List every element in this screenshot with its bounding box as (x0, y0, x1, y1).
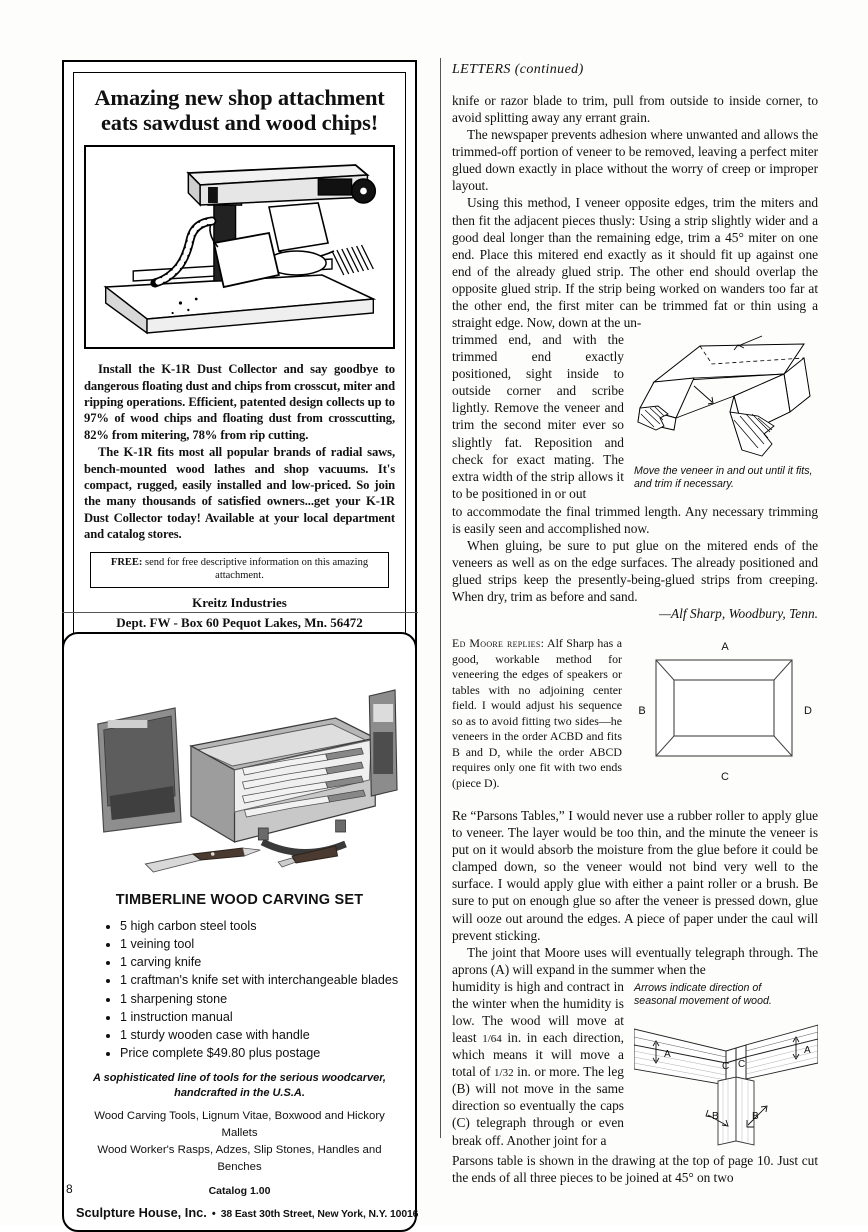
article-body-parsons (452, 807, 818, 978)
figure-joint-caption-line1: Arrows indicate direction of (634, 981, 762, 994)
editor-reply-text (452, 636, 628, 791)
figure-frame-diagram (632, 636, 818, 784)
carving-set-company: Sculpture House, Inc. (76, 1205, 207, 1221)
ad-dust-collector-inner-border (73, 72, 406, 644)
carving-set-address: 38 East 30th Street, New York, N.Y. 10016 (220, 1209, 419, 1221)
carving-set-catalog-price: Catalog 1.00 (208, 1185, 271, 1198)
list-item: • 1 sturdy wooden case with handle (120, 1026, 403, 1044)
frame-label-top: A (721, 641, 729, 654)
editor-reply-body: Alf Sharp has a good, workable method for veneering the edges of speakers or tables with no adjoining center field. I would adjust his sequence so as to avoid fitting two sides—he veneers in the order ACBD and fits B and D, while the order ABCD requires only one fit with two ends (piece D). (452, 636, 622, 790)
figure-joint-drawing (634, 1011, 818, 1147)
article-signature: —Alf Sharp, Woodbury, Tenn. (659, 606, 818, 622)
ad-headline-line2: eats sawdust and wood chips! (101, 110, 378, 136)
ad-paragraph-2: The K-1R fits most all popular brands of radial saws, bench-mounted wood lathes and shop vacuums. It's compact, rugged, easily installed and low-priced. So join the many thousands of satisfied owners...get your K-1R Dust Collector today! Available at your local department and catalog stores. (84, 445, 395, 541)
article-column (452, 62, 818, 1186)
ad-company-name: Kreitz Industries (192, 594, 287, 610)
figure-joint-caption (634, 982, 818, 1009)
joint-label-leg-right: B (752, 1110, 759, 1122)
carving-set-product-lines (76, 1108, 403, 1176)
article-paragraph-2: The newspaper prevents adhesion where unwanted and allows the trimmed-off portion of veneer to be removed, leaving a perfect miter glued down exactly in place without the worry of creep or improper layout. (452, 127, 818, 194)
page-number: 8 (66, 1182, 73, 1196)
joint-label-apron-left: A (664, 1048, 671, 1060)
figure-veneer-corner-drawing (634, 334, 818, 462)
article-paragraph-1: knife or razor blade to trim, pull from outside to inside corner, to avoid splitting away any errant grain. (452, 93, 818, 126)
joint-label-leg-left: B (712, 1110, 719, 1122)
ad-dust-collector-body (84, 361, 395, 542)
article-paragraph-6-tail: Parsons table is shown in the drawing at the top of page 10. Just cut the ends of all three pieces to be joined at 45° on two (452, 1152, 818, 1185)
article-paragraph-4: When gluing, be sure to put glue on the mitered ends of the veneers as well as on the edge surfaces. The already positioned and glued strips keep the presently-being-glued strips from creeping. When dry, trim as before and sand. (452, 538, 818, 605)
para6-part-b: in. in each direction, which means it will move a total of (452, 1030, 624, 1080)
article-body (452, 92, 818, 331)
article-paragraph-3: Using this method, I veneer opposite edges, trim the miters and then fit the adjacent pieces thusly: Using a strip slightly wider and a good deal longer than the remaining edge, trim a 45° miter on one end. Place this mitered end exactly as it should fit up against one end of the already glued strip. The other end should overlap the opposite glued strip. If the strip being worked on wanders too far at the other end, the first miter can be trimmed fat or thin using a straight edge. Now, down at the un- (452, 195, 818, 331)
fraction-one-sixtyfourth: 1/64 (482, 1033, 502, 1046)
column-divider-rule (440, 58, 441, 1138)
list-item: • 1 sharpening stone (120, 990, 403, 1008)
list-item: • 1 veining tool (120, 935, 403, 953)
ad-carving-set (62, 632, 417, 1232)
list-item: • 1 carving knife (120, 953, 403, 971)
figure-corner-joint (634, 982, 818, 1147)
article-paragraph-6-narrow (452, 978, 630, 1149)
article-body-continued (452, 503, 818, 605)
carving-set-tagline (76, 1071, 403, 1101)
carving-set-title: TIMBERLINE WOOD CARVING SET (115, 892, 364, 908)
fraction-one-thirtysecond: 1/32 (494, 1067, 514, 1080)
para6-part-c: in. or more. The leg (B) will not move in the same direction so eventually the caps (C) telegraph through or even break off. Another joint for a (452, 1064, 624, 1148)
joint-label-cap-right: C (738, 1058, 746, 1070)
radial-saw-illustration (84, 145, 395, 349)
frame-label-left: B (638, 705, 646, 718)
carving-set-tagline-line2: handcrafted in the U.S.A. (174, 1086, 305, 1099)
joint-label-apron-right: A (804, 1044, 811, 1056)
ad-headline (84, 85, 395, 135)
section-header-letters: LETTERS (continued) (452, 62, 584, 77)
left-column-divider-rule (62, 612, 418, 613)
figure-veneer-corner (634, 334, 818, 492)
article-paragraph-3-narrow: trimmed end, and with the trimmed end exactly positioned, sight inside to outside corner and scribe lightly. Remove the veneer and trim the second miter ever so slightly fat. Reposition and check for exact mating. The extra width of the strip allows it to be positioned in or out (452, 332, 624, 501)
ad-headline-line1: Amazing new shop attachment (94, 85, 385, 110)
joint-label-cap-left: C (722, 1060, 730, 1072)
carving-set-photo (76, 646, 403, 886)
list-item: • Price complete $49.80 plus postage (120, 1044, 403, 1062)
product-line-1: Wood Carving Tools, Lignum Vitae, Boxwood and Hickory Mallets (94, 1109, 385, 1139)
article-paragraph-6: The joint that Moore uses will eventually telegraph through. The aprons (A) will expand in the summer when the (452, 944, 818, 977)
figure-joint-caption-line2: seasonal movement of wood. (634, 995, 772, 1008)
carving-set-tagline-line1: A sophisticated line of tools for the serious woodcarver, (93, 1072, 386, 1084)
list-item: • 1 instruction manual (120, 1008, 403, 1026)
left-advertising-column-lower (62, 632, 417, 1232)
article-paragraph-6-tail-wrap (452, 1152, 818, 1186)
article-paragraph-5: Re “Parsons Tables,” I would never use a rubber roller to apply glue to veneer. The layer would be too thin, and the minute the veneer is put on it would absorb the moisture from the glue before it could be clamped down, so the veneer would not bind very well to the surface. I would apply glue with either a paint roller or a brush. Be sure to put on enough glue so after the veneer is pressed down, glue will ooze out around the edges. A piece of paper under the caul will prevent sticking. (452, 808, 818, 943)
ad-dust-collector (62, 60, 417, 658)
product-line-2: Wood Worker's Rasps, Adzes, Slip Stones, Handles and Benches (97, 1143, 382, 1174)
ad-company-address: Dept. FW - Box 60 Pequot Lakes, Mn. 56472 (116, 614, 363, 630)
para6-part-a: humidity is high and contract in the winter when the humidity is low. The wood will move at least (452, 978, 624, 1046)
list-item: • 5 high carbon steel tools (120, 917, 403, 935)
free-information-box[interactable] (90, 552, 389, 587)
article-paragraph-3-tail: to accommodate the final trimmed length. Any necessary trimming is easily seen and accomplished now. (452, 503, 818, 536)
carving-set-feature-list (76, 917, 403, 1062)
free-label: FREE: (110, 557, 143, 569)
ad-paragraph-1: Install the K-1R Dust Collector and say goodbye to dangerous floating dust and chips from crosscut, miter and ripping operations. Efficient, patented design collects up to 97% of wood chips and floating dust from crosscutting, 82% from mitering, 78% from rip cutting. (84, 362, 395, 442)
separator-bullet: • (211, 1208, 216, 1221)
list-item: • 1 craftman's knife set with interchangeable blades (120, 971, 403, 989)
figure-veneer-caption: Move the veneer in and out until it fits, and trim if necessary. (634, 465, 813, 491)
editor-reply-prefix: Ed Moore replies: (452, 636, 545, 651)
carving-set-company-line (76, 1205, 419, 1221)
left-advertising-column (62, 60, 417, 658)
frame-label-bottom: C (721, 771, 729, 784)
free-text: send for free descriptive information on this amazing attachment. (145, 557, 369, 582)
frame-label-right: D (804, 705, 812, 718)
editor-reply-block (452, 636, 818, 791)
